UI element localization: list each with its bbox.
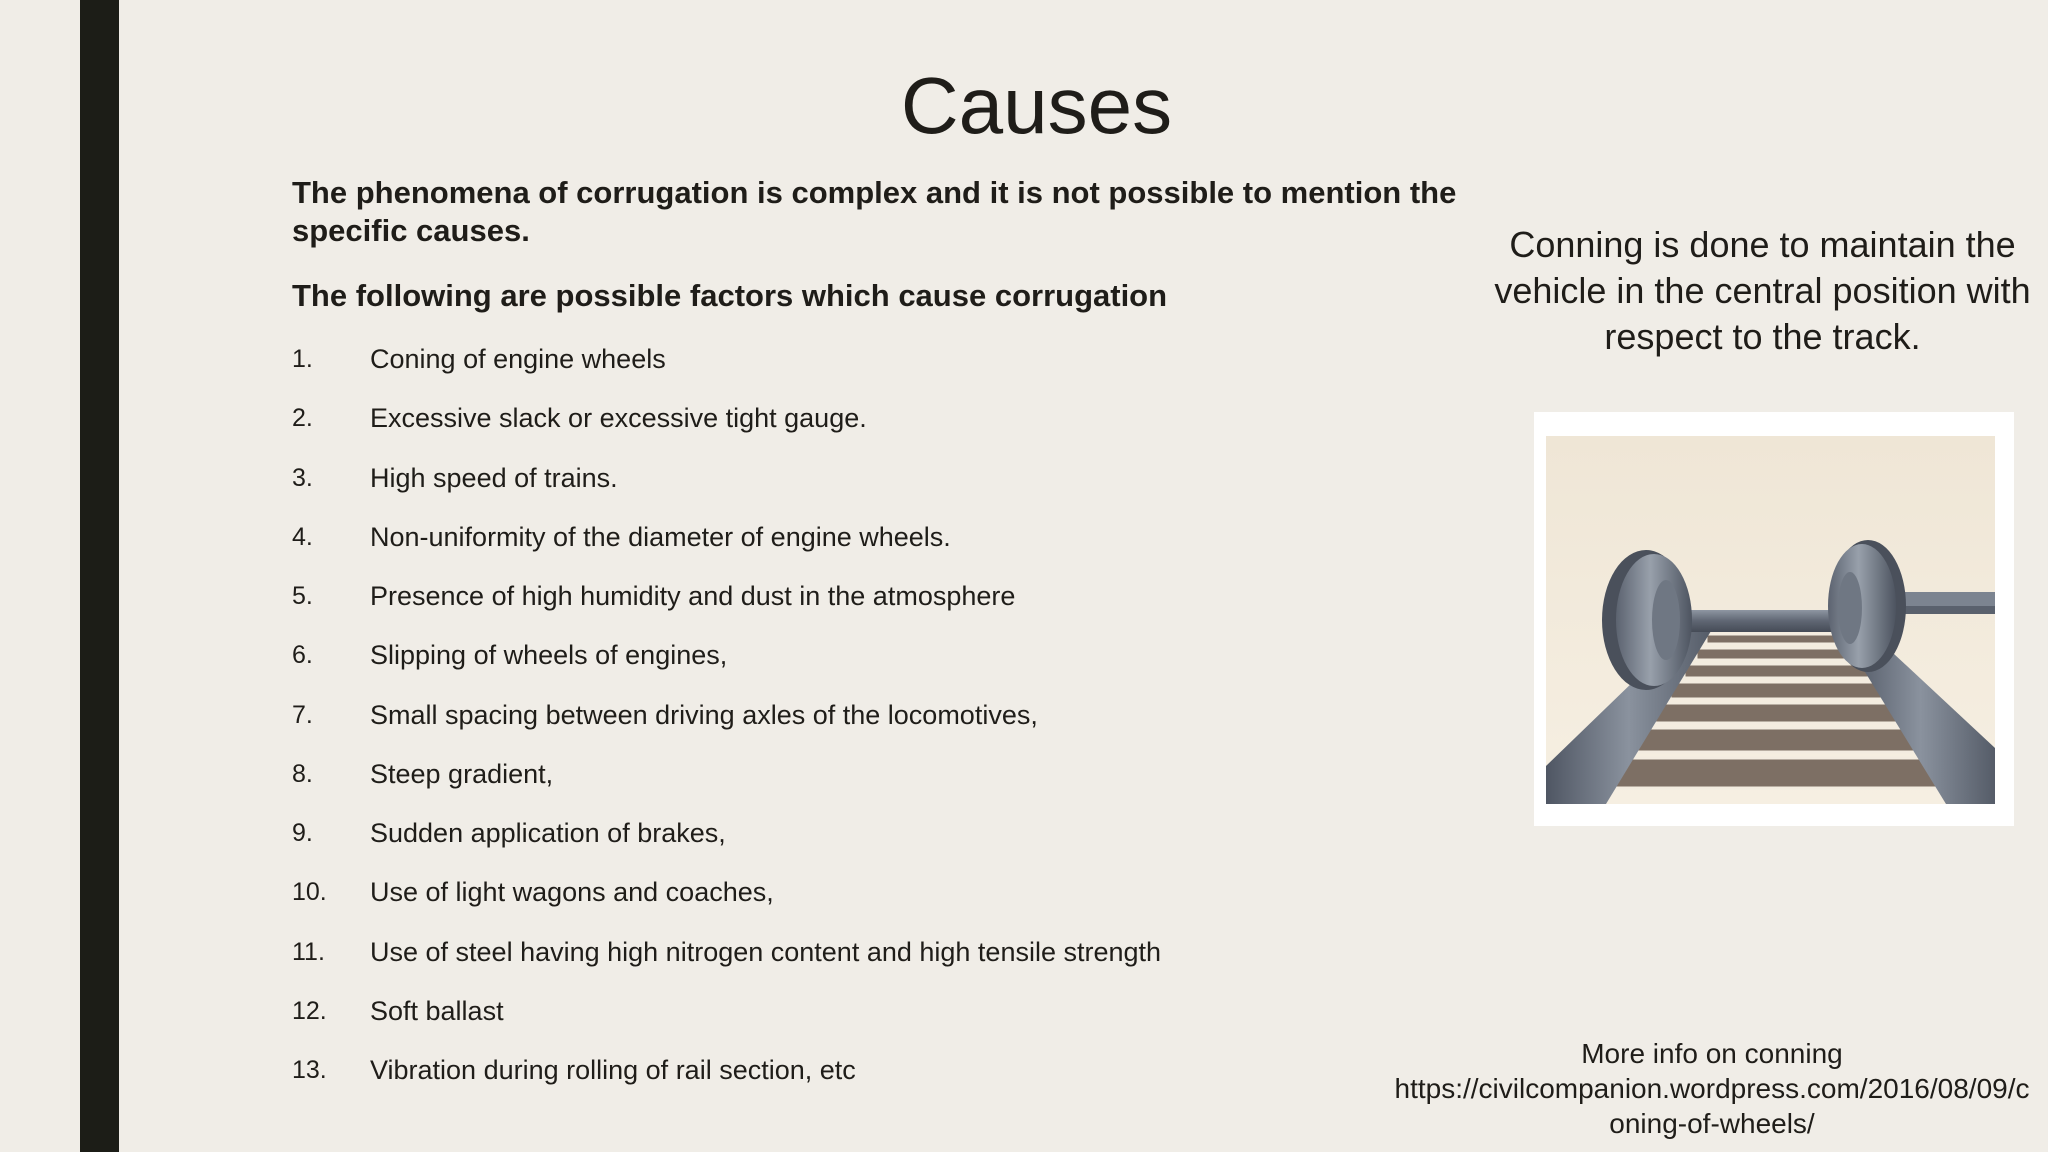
intro-paragraph: The phenomena of corrugation is complex and it is not possible to mention the specific causes. [292, 175, 1457, 248]
coning-note: Conning is done to maintain the vehicle in the central position with respect to the track. [1494, 224, 2031, 357]
list-item [292, 1048, 1442, 1107]
list-item-text: Excessive slack or excessive tight gauge. [370, 403, 867, 434]
more-info-label: More info on conning [1581, 1038, 1843, 1069]
list-item-number: 5. [292, 582, 313, 610]
list-item-text: Steep gradient, [370, 758, 554, 789]
list-item [292, 752, 1442, 811]
list-item [292, 930, 1442, 989]
slide-side-bar [80, 0, 119, 1152]
list-item [292, 811, 1442, 870]
list-item-number: 12. [292, 996, 327, 1025]
list-item-text: Soft ballast [370, 995, 504, 1026]
list-item-number: 13. [292, 1056, 327, 1084]
list-item-number: 9. [292, 819, 313, 847]
list-item-number: 3. [292, 463, 313, 492]
list-item-number: 11. [292, 937, 325, 966]
list-item-number: 8. [292, 759, 313, 788]
causes-subheading: The following are possible factors which cause corrugation [292, 278, 1168, 313]
list-item-number: 7. [292, 700, 313, 729]
list-item [292, 693, 1442, 752]
slide-title: Causes [900, 61, 1173, 150]
list-item-text: Slipping of wheels of engines, [370, 640, 728, 671]
list-item-text: Sudden application of brakes, [370, 818, 726, 848]
list-item-number: 10. [292, 878, 327, 907]
list-item-text: Use of light wagons and coaches, [370, 877, 774, 908]
list-item-number: 6. [292, 641, 313, 670]
wheel-axle-on-track-image [1534, 412, 2014, 826]
list-item [292, 870, 1442, 929]
causes-list [292, 337, 1442, 1107]
list-item-number: 1. [292, 345, 313, 373]
list-item [292, 456, 1442, 515]
list-item-text: Small spacing between driving axles of the locomotives, [370, 699, 1038, 730]
list-item-text: Coning of engine wheels [370, 344, 666, 374]
list-item [292, 515, 1442, 574]
list-item [292, 989, 1442, 1048]
more-info-link[interactable]: https://civilcompanion.wordpress.com/2016/08/09/coning-of-wheels/ [1394, 1073, 2030, 1139]
list-item-number: 4. [292, 522, 313, 551]
list-item-text: High speed of trains. [370, 462, 618, 493]
wheel-axle-illustration [1546, 436, 1995, 804]
more-info-block [1388, 1036, 2036, 1141]
list-item [292, 337, 1442, 396]
list-item [292, 633, 1442, 692]
list-item-number: 2. [292, 404, 313, 433]
list-item-text: Use of steel having high nitrogen content and high tensile strength [370, 936, 1162, 967]
list-item [292, 396, 1442, 455]
list-item [292, 574, 1442, 633]
list-item-text: Non-uniformity of the diameter of engine wheels. [370, 521, 951, 552]
list-item-text: Vibration during rolling of rail section, etc [370, 1055, 856, 1085]
list-item-text: Presence of high humidity and dust in the atmosphere [370, 581, 1016, 611]
